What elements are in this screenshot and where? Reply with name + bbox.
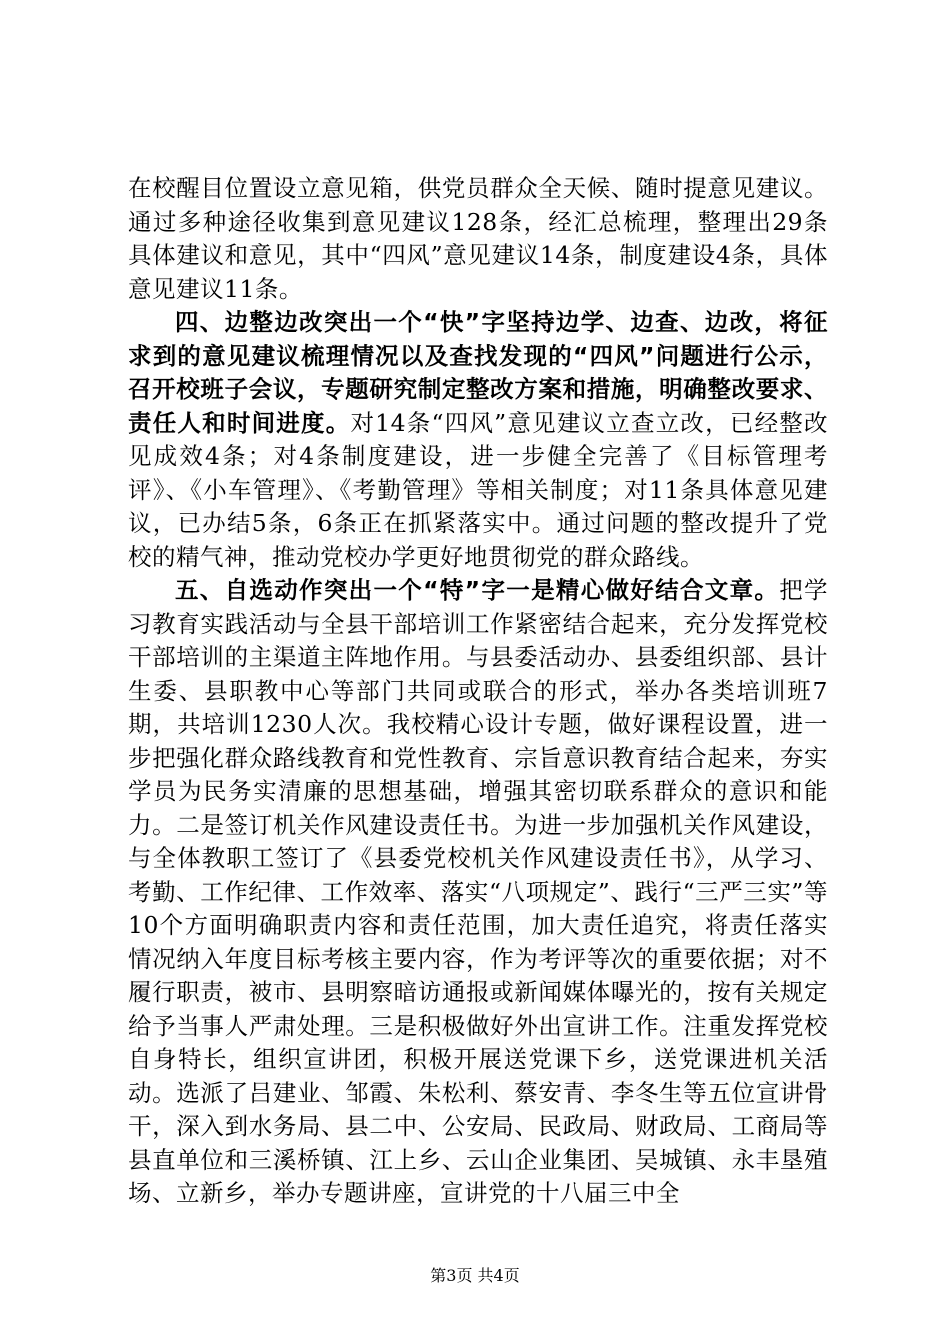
page-footer: [0, 1266, 950, 1286]
paragraph-text: 把学习教育实践活动与全县干部培训工作紧密结合起来，充分发挥党校干部培训的主渠道主阵地作用。与县委活动办、县委组织部、县计生委、县职教中心等部门共同或联合的形式，举办各类培训班7期，共培训1230人次。我校精心设计专题，做好课程设置，进一步把强化群众路线教育和党性教育、宗旨意识教育结合起来，夯实学员为民务实清廉的思想基础，增强其密切联系群众的意识和能力。二是签订机关作风建设责任书。为进一步加强机关作风建设，与全体教职工签订了《县委党校机关作风建设责任书》，从学习、考勤、工作纪律、工作效率、落实“八项规定”、践行“三严三实”等10个方面明确职责内容和责任范围，加大责任追究，将责任落实情况纳入年度目标考核主要内容，作为考评等次的重要依据；对不履行职责，被市、县明察暗访通报或新闻媒体曝光的，按有关规定给予当事人严肃处理。三是积极做好外出宣讲工作。注重发挥党校自身特长，组织宣讲团，积极开展送党课下乡，送党课进机关活动。选派了吕建业、邹霞、朱松利、蔡安青、李冬生等五位宣讲骨干，深入到水务局、县二中、公安局、民政局、财政局、工商局等县直单位和三溪桥镇、江上乡、云山企业集团、吴城镇、永丰垦殖场、立新乡，举办专题讲座，宣讲党的十八届三中全: [128, 576, 828, 1207]
paragraph-section-four: [128, 306, 828, 574]
paragraph-text: 对14条“四风”意见建议立查立改，已经整改见成效4条；对4条制度建设，进一步健全完善了《目标管理考评》、《小车管理》、《考勤管理》等相关制度；对11条具体意见建议，已办结5条，6条正在抓紧落实中。通过问题的整改提升了党校的精气神，推动党校办学更好地贯彻党的群众路线。: [128, 408, 828, 571]
paragraph-section-five: [128, 574, 828, 1211]
section-heading: 四、边整边改突出一个“快”字坚持边学、边查、边改，将征求到的意见建议梳理情况以及查找发现的“四风”问题进行公示，召开校班子会议，专题研究制定整改方案和措施，明确整改要求、责任人和时间进度。: [128, 308, 828, 437]
paragraph-text: 在校醒目位置设立意见箱，供党员群众全天候、随时提意见建议。通过多种途径收集到意见建议128条，经汇总梳理，整理出29条具体建议和意见，其中“四风”意见建议14条，制度建设4条，具体意见建议11条。: [128, 174, 828, 303]
section-heading: 五、自选动作突出一个“特”字一是精心做好结合文章。: [175, 576, 780, 604]
page-number: 第3页 共4页: [430, 1266, 520, 1285]
paragraph-continuation: [128, 172, 828, 306]
body-text: [128, 172, 828, 1211]
